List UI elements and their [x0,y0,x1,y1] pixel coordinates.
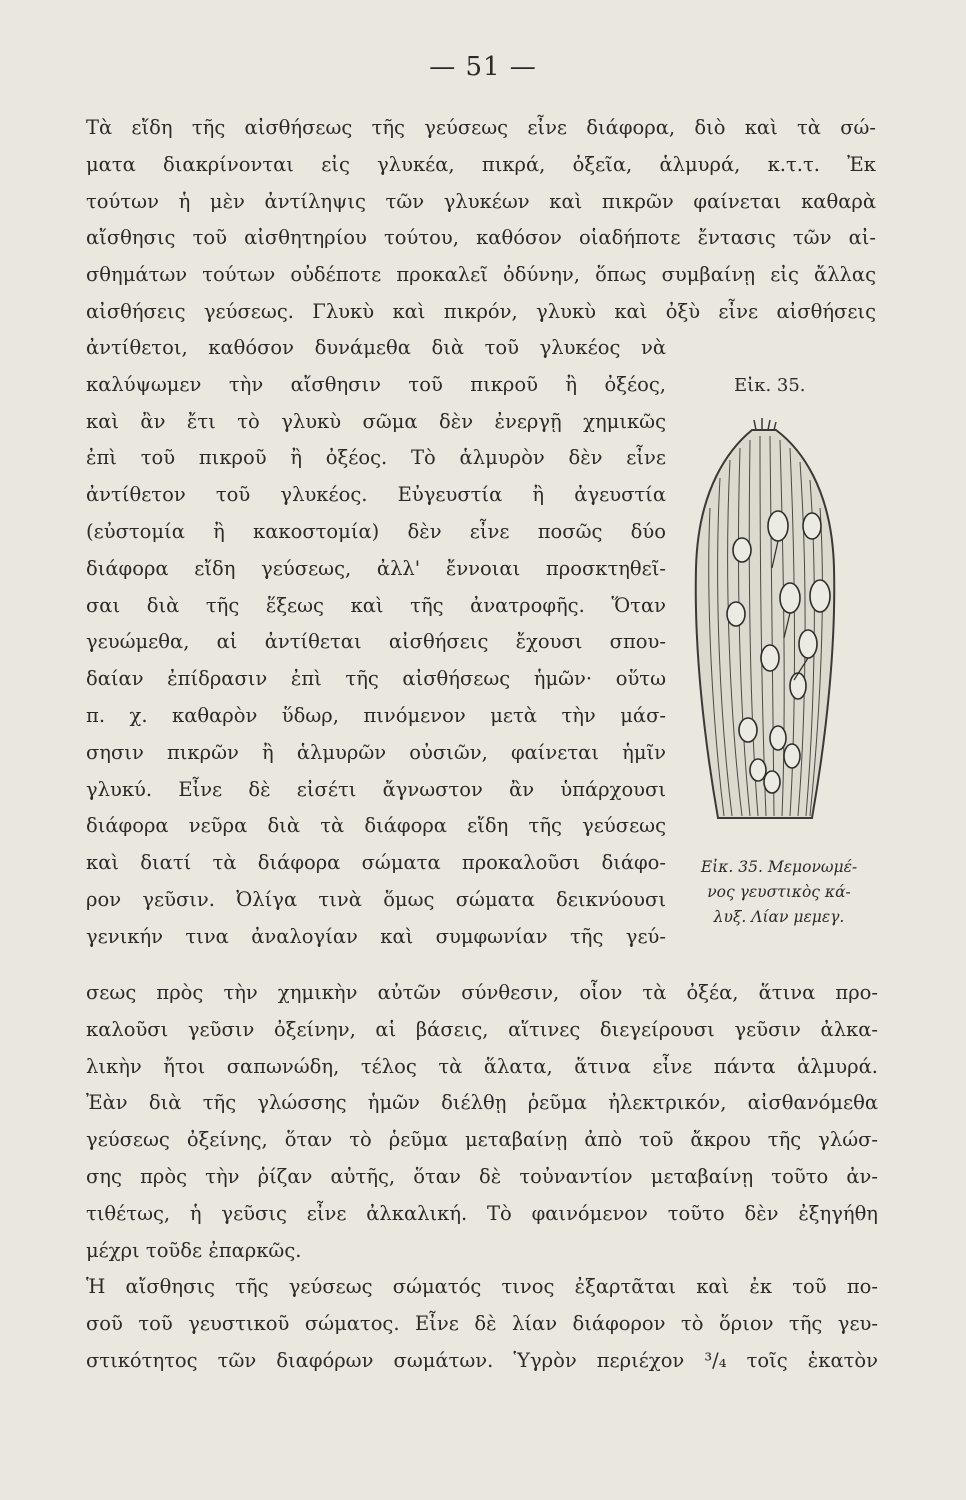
text-line: (εὐστομία ἢ κακοστομία) δὲν εἶνε ποσῶς δύο [86,519,666,543]
text-line: μέχρι τοῦδε ἐπαρκῶς. [86,1238,302,1262]
text-line: ρον γεῦσιν. Ὀλίγα τινὰ ὅμως σώματα δεικνύουσι [86,887,666,911]
text-line: τούτων ἡ μὲν ἀντίληψις τῶν γλυκέων καὶ πικρῶν φαίνεται καθαρὰ [86,189,876,213]
text-line: καὶ ἂν ἔτι τὸ γλυκὺ σῶμα δὲν ἐνεργῇ χημικῶς [86,409,666,433]
text-line: στικότητος τῶν διαφόρων σωμάτων. Ὑγρὸν περιέχον ³/₄ τοῖς ἑκατὸν [86,1348,878,1372]
text-line: αἴσθησις τοῦ αἰσθητηρίου τούτου, καθόσον οἱαδήποτε ἔντασις τῶν αἰ- [86,226,876,250]
text-line: σοῦ τοῦ γευστικοῦ σώματος. Εἶνε δὲ λίαν διάφορον τὸ ὅριον τῆς γευ- [86,1312,878,1336]
caption-line-3: λυξ. Λίαν μεμεγ. [713,908,845,926]
taste-bud-illustration [690,418,840,838]
text-line: διάφορα νεῦρα διὰ τὰ διάφορα εἴδη τῆς γεύσεως [86,814,666,838]
text-line: αἰσθήσεις γεύσεως. Γλυκὺ καὶ πικρόν, γλυκὺ καὶ ὀξὺ εἶνε αἰσθήσεις [86,299,876,323]
text-line: γλυκύ. Εἶνε δὲ εἰσέτι ἄγνωστον ἂν ὑπάρχουσι [86,777,666,801]
text-line: γεύσεως ὀξείνης, ὅταν τὸ ῥεῦμα μεταβαίνῃ ἀπὸ τοῦ ἄκρου τῆς γλώσ- [86,1128,878,1152]
text-line: καλύψωμεν τὴν αἴσθησιν τοῦ πικροῦ ἢ ὀξέος, [86,372,666,396]
caption-line-1: Εἰκ. 35. Μεμονωμέ- [700,858,858,876]
taste-bud-figure [690,418,840,838]
figure-label: Εἰκ. 35. [734,375,806,396]
text-line: σθημάτων τούτων οὐδέποτε προκαλεῖ ὀδύνην, ὅπως συμβαίνῃ εἰς ἄλλας [86,263,876,287]
text-line: γενικήν τινα ἀναλογίαν καὶ συμφωνίαν τῆς γεύ- [86,924,666,948]
text-line: δαίαν ἐπίδρασιν ἐπὶ τῆς αἰσθήσεως ἡμῶν· οὕτω [86,667,666,691]
paragraph-bottom [86,975,878,1380]
text-line: καὶ διατί τὰ διάφορα σώματα προκαλοῦσι διάφο- [86,851,666,875]
text-line: καλοῦσι γεῦσιν ὀξείνην, αἱ βάσεις, αἵτινες διεγείρουσι γεῦσιν ἀλκα- [86,1017,878,1041]
paragraph-narrow [86,330,666,956]
text-line: ἐπὶ τοῦ πικροῦ ἢ ὀξέος. Τὸ ἁλμυρὸν δὲν εἶνε [86,446,666,470]
text-line: ματα διακρίνονται εἰς γλυκέα, πικρά, ὀξεῖα, ἁλμυρά, κ.τ.τ. Ἐκ [86,152,876,176]
caption-line-2: νος γευστικὸς κά- [707,883,851,901]
text-line: σαι διὰ τῆς ἕξεως καὶ τῆς ἀνατροφῆς. Ὅταν [86,593,666,617]
text-line: Ἡ αἴσθησις τῆς γεύσεως σώματός τινος ἐξαρτᾶται καὶ ἐκ τοῦ πο- [86,1275,878,1299]
text-line: ἀντίθετοι, καθόσον δυνάμεθα διὰ τοῦ γλυκέος νὰ [86,336,666,359]
text-line: διάφορα εἴδη γεύσεως, ἀλλ' ἔννοιαι προσκτηθεῖ- [86,556,666,580]
text-line: σεως πρὸς τὴν χημικὴν αὐτῶν σύνθεσιν, οἷον τὰ ὀξέα, ἅτινα προ- [86,981,878,1004]
text-line: π. χ. καθαρὸν ὕδωρ, πινόμενον μετὰ τὴν μάσ- [86,703,666,727]
text-line: Τὰ εἴδη τῆς αἰσθήσεως τῆς γεύσεως εἶνε διάφορα, διὸ καὶ τὰ σώ- [86,116,876,139]
text-line: τιθέτως, ἡ γεῦσις εἶνε ἀλκαλική. Τὸ φαινόμενον τοῦτο δὲν ἐξηγήθη [86,1201,878,1225]
text-line: γευώμεθα, αἱ ἀντίθεται αἰσθήσεις ἔχουσι σπου- [86,630,666,654]
page-number: — 51 — [429,52,537,82]
text-line: Ἐὰν διὰ τῆς γλώσσης ἡμῶν διέλθῃ ῥεῦμα ἠλεκτρικόν, αἰσθανόμεθα [86,1091,878,1115]
paragraph-top [86,110,876,331]
text-line: ἀντίθετον τοῦ γλυκέος. Εὐγευστία ἢ ἀγευστία [86,483,666,507]
text-line: λικὴν ἤτοι σαπωνώδη, τέλος τὰ ἅλατα, ἅτινα εἶνε πάντα ἁλμυρά. [86,1054,878,1078]
text-line: σησιν πικρῶν ἢ ἁλμυρῶν οὐσιῶν, φαίνεται ἡμῖν [86,740,666,764]
text-line: σης πρὸς τὴν ῥίζαν αὐτῆς, ὅταν δὲ τοὐναντίον μεταβαίνῃ τοῦτο ἀν- [86,1164,878,1188]
figure-caption [684,855,874,930]
